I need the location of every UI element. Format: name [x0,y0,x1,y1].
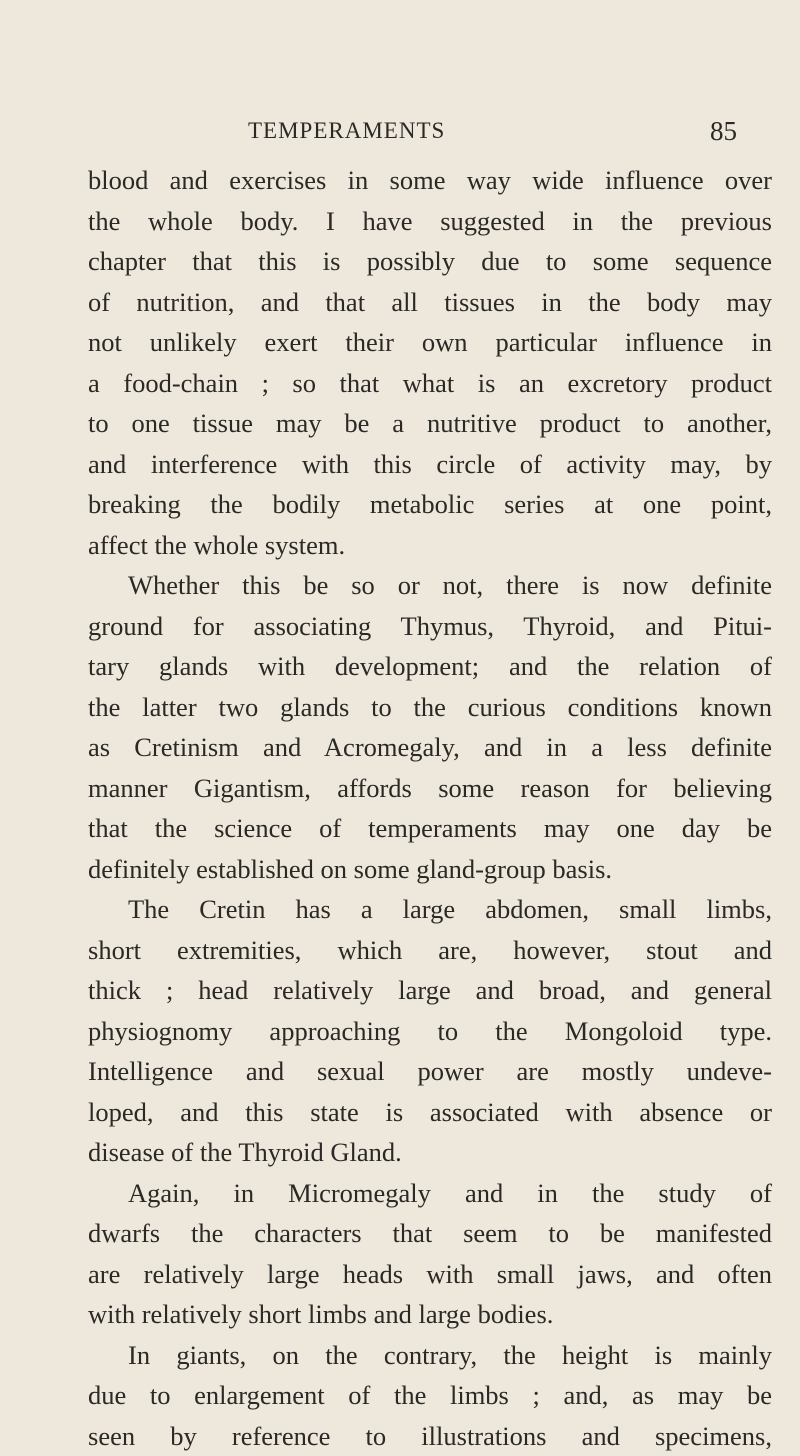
text-line: short extremities, which are, however, stout and [88,930,772,971]
text-line: the whole body. I have suggested in the previous [88,201,772,242]
text-line: Intelligence and sexual power are mostly undeve- [88,1051,772,1092]
text-line: that the science of temperaments may one day be [88,808,772,849]
text-line: loped, and this state is associated with absence or [88,1092,772,1133]
text-line: due to enlargement of the limbs ; and, as may be [88,1375,772,1416]
paragraph-end-line: definitely established on some gland-group basis. [88,849,772,890]
text-line: thick ; head relatively large and broad, and general [88,970,772,1011]
text-line: physiognomy approaching to the Mongoloid type. [88,1011,772,1052]
running-title: TEMPERAMENTS [248,116,445,146]
paragraph-end-line: with relatively short limbs and large bodies. [88,1294,772,1335]
running-head [0,116,800,146]
paragraph-start-line: Again, in Micromegaly and in the study of [88,1173,772,1214]
paragraph-end-line: affect the whole system. [88,525,772,566]
text-line: manner Gigantism, affords some reason for believing [88,768,772,809]
text-line: not unlikely exert their own particular influence in [88,322,772,363]
page-number: 85 [710,116,737,146]
text-line: ground for associating Thymus, Thyroid, and Pitui- [88,606,772,647]
paragraph-start-line: In giants, on the contrary, the height is mainly [88,1335,772,1376]
text-line: breaking the bodily metabolic series at one point, [88,484,772,525]
text-line: tary glands with development; and the relation of [88,646,772,687]
paragraph-start-line: Whether this be so or not, there is now definite [88,565,772,606]
text-line: and interference with this circle of activity may, by [88,444,772,485]
paragraph-end-line: disease of the Thyroid Gland. [88,1132,772,1173]
body-text [88,160,772,1456]
text-line: are relatively large heads with small jaws, and often [88,1254,772,1295]
text-line: as Cretinism and Acromegaly, and in a less definite [88,727,772,768]
text-line: of nutrition, and that all tissues in the body may [88,282,772,323]
text-line: seen by reference to illustrations and specimens, [88,1416,772,1456]
text-line: to one tissue may be a nutritive product to another, [88,403,772,444]
text-line: a food-chain ; so that what is an excretory product [88,363,772,404]
text-line: chapter that this is possibly due to some sequence [88,241,772,282]
text-line: dwarfs the characters that seem to be manifested [88,1213,772,1254]
paragraph-start-line: The Cretin has a large abdomen, small limbs, [88,889,772,930]
text-line: blood and exercises in some way wide influence over [88,160,772,201]
text-line: the latter two glands to the curious conditions known [88,687,772,728]
